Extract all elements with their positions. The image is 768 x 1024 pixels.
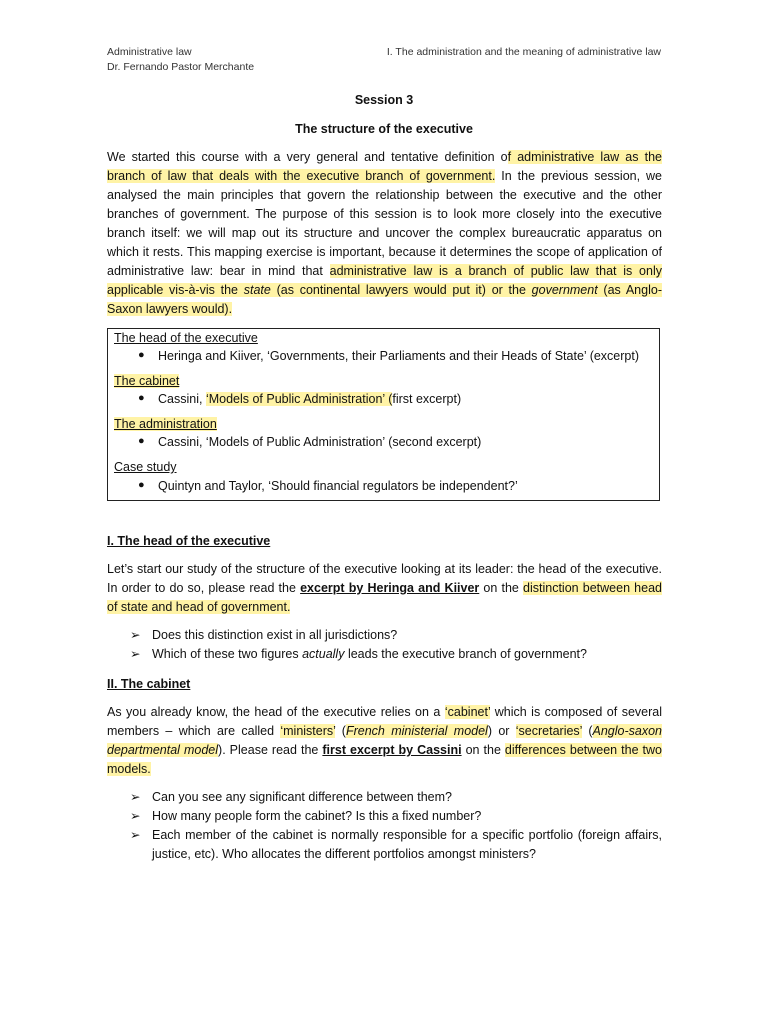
intro-paragraph [107, 148, 662, 319]
box-item-cassini-2: Cassini, ‘Models of Public Administration’ (second excerpt) [158, 435, 482, 449]
box-item-quintyn: Quintyn and Taylor, ‘Should financial regulators be independent?’ [158, 479, 518, 493]
section1-highlight: distinction between head of state and head of government. [107, 581, 662, 614]
box-heading-case-study: Case study [114, 460, 177, 474]
arrowhead-bullet-icon: ➢ [130, 809, 141, 823]
box-item-text: first excerpt) [392, 392, 462, 406]
chapter-title: I. The administration and the meaning of administrative law [386, 46, 661, 58]
section2-highlight: ‘secretaries’ [515, 724, 582, 738]
section2-text: ). Please read the [218, 743, 323, 757]
running-header-left [107, 45, 254, 75]
section1-text: Let’s start our study of the structure of the executive looking at its leader: the head of the executive. In order to do so, please read the [107, 562, 662, 595]
intro-highlight: (as continental lawyers would put it) or the [270, 283, 532, 297]
question-item: Each member of the cabinet is normally responsible for a specific portfolio (foreign affairs, justice, etc). Who allocates the different portfolios amongst ministers? [152, 828, 662, 861]
intro-highlight: f administrative law as the branch of law that deals with the executive branch of government. [107, 150, 662, 183]
bullet-dot-icon: ● [138, 349, 145, 361]
section2-text: ( [582, 724, 593, 738]
course-name: Administrative law [107, 46, 192, 58]
section2-highlight-italic: French ministerial model [345, 724, 488, 738]
arrowhead-bullet-icon: ➢ [130, 828, 141, 842]
intro-highlight: administrative law is a branch of public law that is only applicable vis-à-vis the [107, 264, 662, 297]
box-item-highlight: ‘Models of Public Administration’ ( [205, 392, 393, 406]
section2-paragraph [107, 703, 662, 779]
section2-text: which is composed of several members – which are called [107, 705, 662, 738]
arrowhead-bullet-icon: ➢ [130, 647, 141, 661]
section-heading-cabinet: II. The cabinet [107, 677, 191, 691]
section2-highlight: ‘ministers’ [280, 724, 336, 738]
question-item [152, 645, 662, 664]
session-title: Session 3 [354, 93, 414, 107]
box-heading-highlight: The cabinet [114, 374, 180, 388]
author-name: Dr. Fernando Pastor Merchante [107, 61, 255, 73]
section-heading-head-of-executive: I. The head of the executive [107, 534, 271, 548]
section2-highlight-italic: Anglo-saxon departmental model [107, 724, 662, 757]
question-item: Does this distinction exist in all jurisdictions? [152, 628, 398, 642]
session-subtitle: The structure of the executive [295, 122, 473, 136]
box-heading-highlight: The administration [114, 417, 217, 431]
question-item: Can you see any significant difference between them? [152, 790, 452, 804]
intro-text: In the previous session, we analysed the main principles that govern the relationship between the executive and the other branches of government. The purpose of this session is to look more closely into the executive branch itself: we will map out its structure and uncover the complex bureaucratic apparatus on which it rests. This mapping exercise is important, because it determines the scope of application of administrative law: bear in mind that [107, 169, 663, 278]
box-item-heringa: Heringa and Kiiver, ‘Governments, their Parliaments and their Heads of State’ (excerpt) [158, 349, 640, 363]
reading-reference: first excerpt by Cassini [322, 743, 462, 757]
question-text-italic: actually [302, 647, 345, 661]
box-heading-administration [114, 417, 217, 431]
box-heading-head: The head of the executive [114, 331, 258, 345]
section2-highlight: differences between the two models. [107, 743, 662, 776]
intro-highlight-italic: government [531, 283, 598, 297]
section1-text: on the [479, 581, 524, 595]
box-item-text: Cassini, [158, 392, 206, 406]
bullet-dot-icon: ● [138, 479, 145, 491]
arrowhead-bullet-icon: ➢ [130, 628, 141, 642]
reading-list-box [107, 328, 660, 501]
box-heading-cabinet [114, 374, 179, 388]
box-item-cassini-1 [158, 392, 461, 406]
question-item: How many people form the cabinet? Is this a fixed number? [152, 809, 482, 823]
bullet-dot-icon: ● [138, 435, 145, 447]
section2-text: As you already know, the head of the executive relies on a [107, 705, 445, 719]
question-text: Which of these two figures [152, 647, 303, 661]
intro-highlight: (as Anglo-Saxon lawyers would). [107, 283, 662, 316]
reading-reference: excerpt by Heringa and Kiiver [300, 581, 480, 595]
section1-paragraph [107, 560, 662, 617]
section2-text: ( [335, 724, 346, 738]
intro-highlight-italic: state [243, 283, 271, 297]
bullet-dot-icon: ● [138, 392, 145, 404]
section2-text: ) or [487, 724, 516, 738]
section2-text: on the [461, 743, 505, 757]
intro-text: We started this course with a very general and tentative definition o [107, 150, 508, 164]
question-text: leads the executive branch of government? [344, 647, 587, 661]
section2-highlight: ‘cabinet’ [444, 705, 491, 719]
arrowhead-bullet-icon: ➢ [130, 790, 141, 804]
